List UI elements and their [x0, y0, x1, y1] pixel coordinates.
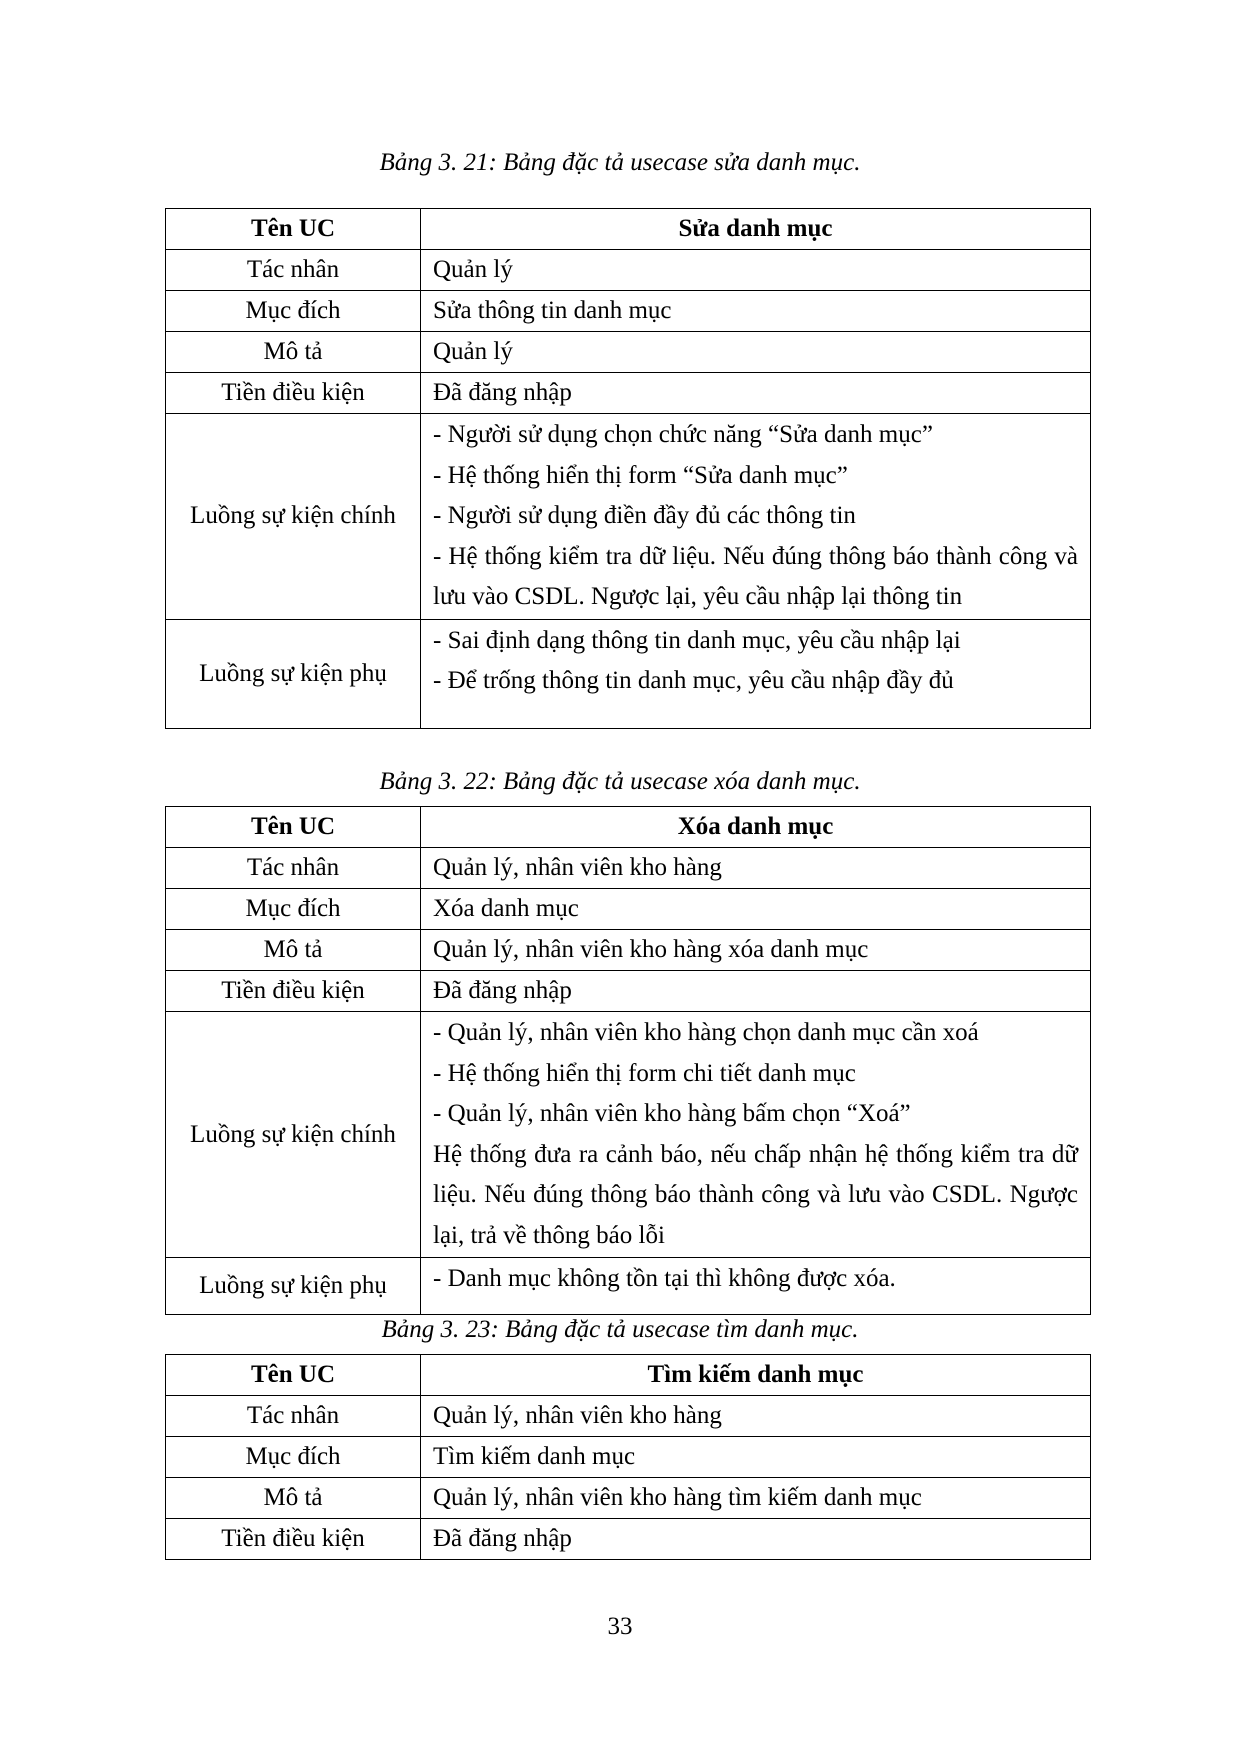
- row-label-cell: Tiền điều kiện: [166, 1519, 421, 1560]
- row-label-cell: Tác nhân: [166, 250, 421, 291]
- header-value-cell: Tìm kiếm danh mục: [421, 1355, 1091, 1396]
- table-row: [166, 250, 1091, 291]
- table-row: [166, 971, 1091, 1012]
- header-label-cell: Tên UC: [166, 1355, 421, 1396]
- table-caption: Bảng 3. 21: Bảng đặc tả usecase sửa danh mục.: [379, 149, 861, 176]
- row-label-cell: Mục đích: [166, 291, 421, 332]
- row-value-cell: Quản lý, nhân viên kho hàng: [421, 848, 1091, 889]
- header-value-cell: Xóa danh mục: [421, 807, 1091, 848]
- flow-step: - Hệ thống hiển thị form chi tiết danh mục: [433, 1059, 856, 1087]
- row-value-cell: Quản lý, nhân viên kho hàng: [421, 1396, 1091, 1437]
- flow-step: - Hệ thống kiểm tra dữ liệu. Nếu đúng thông báo thành công và lưu vào CSDL. Ngược lại, yêu cầu nhập lại thông tin: [433, 542, 1078, 610]
- row-label-cell: Mục đích: [166, 1437, 421, 1478]
- flow-step: - Hệ thống hiển thị form “Sửa danh mục”: [433, 461, 848, 489]
- table-row: [166, 1519, 1091, 1560]
- row-label-cell: Tác nhân: [166, 1396, 421, 1437]
- flow-step: - Để trống thông tin danh mục, yêu cầu nhập đầy đủ: [433, 667, 954, 694]
- row-label-cell: Mô tả: [166, 930, 421, 971]
- flow-step: - Quản lý, nhân viên kho hàng chọn danh mục cần xoá: [433, 1019, 979, 1046]
- table-caption: Bảng 3. 23: Bảng đặc tả usecase tìm danh mục.: [381, 1316, 859, 1343]
- row-value-cell: Quản lý: [421, 332, 1091, 373]
- row-value-cell: Xóa danh mục: [421, 889, 1091, 930]
- alt-flow-label: Luồng sự kiện phụ: [166, 619, 421, 728]
- row-label-cell: Mục đích: [166, 889, 421, 930]
- flow-step: - Danh mục không tồn tại thì không được xóa.: [433, 1265, 896, 1292]
- table-header-row: [166, 209, 1091, 250]
- row-label-cell: Mô tả: [166, 1478, 421, 1519]
- main-flow-row: [166, 414, 1091, 620]
- usecase-spec-table-search-category: [165, 1354, 1091, 1560]
- row-value-cell: Quản lý, nhân viên kho hàng tìm kiếm danh mục: [421, 1478, 1091, 1519]
- row-label-cell: Tiền điều kiện: [166, 373, 421, 414]
- usecase-spec-table-delete-category: [165, 806, 1091, 1315]
- flow-step: Hệ thống đưa ra cảnh báo, nếu chấp nhận hệ thống kiểm tra dữ liệu. Nếu đúng thông báo thành công và lưu vào CSDL. Ngược lại, trả về thông báo lỗi: [433, 1140, 1078, 1249]
- main-flow-label: Luồng sự kiện chính: [166, 414, 421, 620]
- main-flow-content: [421, 1012, 1091, 1258]
- table-caption: Bảng 3. 22: Bảng đặc tả usecase xóa danh mục.: [379, 768, 861, 795]
- main-flow-content: [421, 414, 1091, 620]
- table-row: [166, 1396, 1091, 1437]
- table-header-row: [166, 1355, 1091, 1396]
- flow-step: - Người sử dụng điền đầy đủ các thông tin: [433, 502, 856, 529]
- table-row: [166, 930, 1091, 971]
- table-row: [166, 1478, 1091, 1519]
- row-value-cell: Đã đăng nhập: [421, 373, 1091, 414]
- table-row: [166, 332, 1091, 373]
- row-label-cell: Tác nhân: [166, 848, 421, 889]
- row-value-cell: Tìm kiếm danh mục: [421, 1437, 1091, 1478]
- flow-step: - Quản lý, nhân viên kho hàng bấm chọn “Xoá”: [433, 1100, 911, 1127]
- alt-flow-content: [421, 619, 1091, 728]
- table-row: [166, 1437, 1091, 1478]
- alt-flow-content: [421, 1258, 1091, 1315]
- table-row: [166, 291, 1091, 332]
- row-value-cell: Đã đăng nhập: [421, 1519, 1091, 1560]
- table-row: [166, 889, 1091, 930]
- flow-step: - Sai định dạng thông tin danh mục, yêu cầu nhập lại: [433, 626, 961, 654]
- header-value-cell: Sửa danh mục: [421, 209, 1091, 250]
- page-number: 33: [607, 1613, 633, 1640]
- row-value-cell: Đã đăng nhập: [421, 971, 1091, 1012]
- flow-step: - Người sử dụng chọn chức năng “Sửa danh mục”: [433, 421, 933, 448]
- table-row: [166, 373, 1091, 414]
- alt-flow-row: [166, 619, 1091, 728]
- alt-flow-label: Luồng sự kiện phụ: [166, 1258, 421, 1315]
- header-label-cell: Tên UC: [166, 807, 421, 848]
- row-label-cell: Mô tả: [166, 332, 421, 373]
- row-label-cell: Tiền điều kiện: [166, 971, 421, 1012]
- main-flow-row: [166, 1012, 1091, 1258]
- header-label-cell: Tên UC: [166, 209, 421, 250]
- table-row: [166, 848, 1091, 889]
- usecase-spec-table-edit-category: [165, 208, 1091, 729]
- alt-flow-row: [166, 1258, 1091, 1315]
- row-value-cell: Quản lý, nhân viên kho hàng xóa danh mục: [421, 930, 1091, 971]
- row-value-cell: Sửa thông tin danh mục: [421, 291, 1091, 332]
- row-value-cell: Quản lý: [421, 250, 1091, 291]
- table-header-row: [166, 807, 1091, 848]
- main-flow-label: Luồng sự kiện chính: [166, 1012, 421, 1258]
